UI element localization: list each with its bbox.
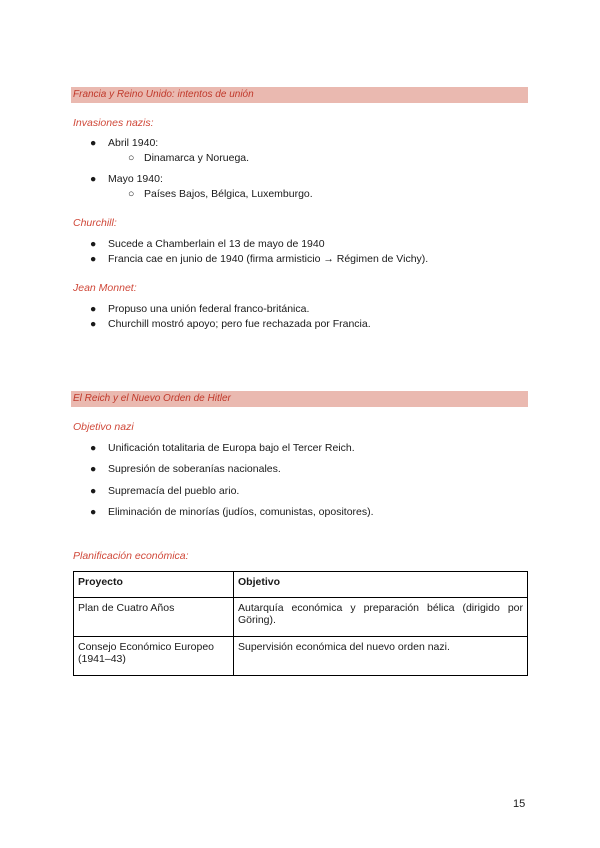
- list-subitem-text: Países Bajos, Bélgica, Luxemburgo.: [144, 188, 313, 200]
- table-row: [74, 637, 528, 676]
- list-item-text: Eliminación de minorías (judíos, comunistas, opositores).: [108, 506, 374, 518]
- list-item-text: Propuso una unión federal franco-británica.: [108, 303, 310, 315]
- planificacion-table: [73, 571, 528, 676]
- list-item-text: Unificación totalitaria de Europa bajo el Tercer Reich.: [108, 442, 355, 454]
- table-cell: Supervisión económica del nuevo orden nazi.: [234, 637, 528, 676]
- list-item-text: Supresión de soberanías nacionales.: [108, 463, 281, 475]
- hollow-bullet-icon: ○: [128, 152, 135, 164]
- subheading-objetivo-nazi: Objetivo nazi: [73, 421, 134, 433]
- bullet-icon: ●: [90, 485, 97, 497]
- bullet-icon: ●: [90, 173, 97, 185]
- subheading-planificacion-economica: Planificación económica:: [73, 550, 189, 562]
- bullet-icon: ●: [90, 463, 97, 475]
- list-item-text: Churchill mostró apoyo; pero fue rechazada por Francia.: [108, 318, 371, 330]
- list-item-text: Sucede a Chamberlain el 13 de mayo de 1940: [108, 238, 325, 250]
- bullet-icon: ●: [90, 303, 97, 315]
- table-cell: Consejo Económico Europeo (1941–43): [74, 637, 234, 676]
- table-header-row: [74, 572, 528, 598]
- column-header-proyecto: Proyecto: [74, 572, 234, 598]
- column-header-objetivo: Objetivo: [234, 572, 528, 598]
- list-subitem-text: Dinamarca y Noruega.: [144, 152, 250, 164]
- bullet-icon: ●: [90, 442, 97, 454]
- section-heading-francia-reino-unido: Francia y Reino Unido: intentos de unión: [71, 87, 528, 103]
- page-number: 15: [513, 798, 526, 810]
- bullet-icon: ●: [90, 318, 97, 330]
- list-item-text: Mayo 1940:: [108, 173, 163, 185]
- table-row: [74, 598, 528, 637]
- list-item-text: Francia cae en junio de 1940 (firma armisticio → Régimen de Vichy).: [108, 253, 429, 265]
- hollow-bullet-icon: ○: [128, 188, 135, 200]
- table-cell: Autarquía económica y preparación bélica (dirigido por Göring).: [234, 598, 528, 637]
- table-cell: Plan de Cuatro Años: [74, 598, 234, 637]
- list-item-text: Supremacía del pueblo ario.: [108, 485, 240, 497]
- bullet-icon: ●: [90, 506, 97, 518]
- subheading-jean-monnet: Jean Monnet:: [73, 282, 137, 294]
- bullet-icon: ●: [90, 253, 97, 265]
- subheading-churchill: Churchill:: [73, 217, 117, 229]
- list-item-text: Abril 1940:: [108, 137, 159, 149]
- bullet-icon: ●: [90, 137, 97, 149]
- bullet-icon: ●: [90, 238, 97, 250]
- section-heading-reich-nuevo-orden: El Reich y el Nuevo Orden de Hitler: [71, 391, 528, 407]
- subheading-invasiones: Invasiones nazis:: [73, 117, 154, 129]
